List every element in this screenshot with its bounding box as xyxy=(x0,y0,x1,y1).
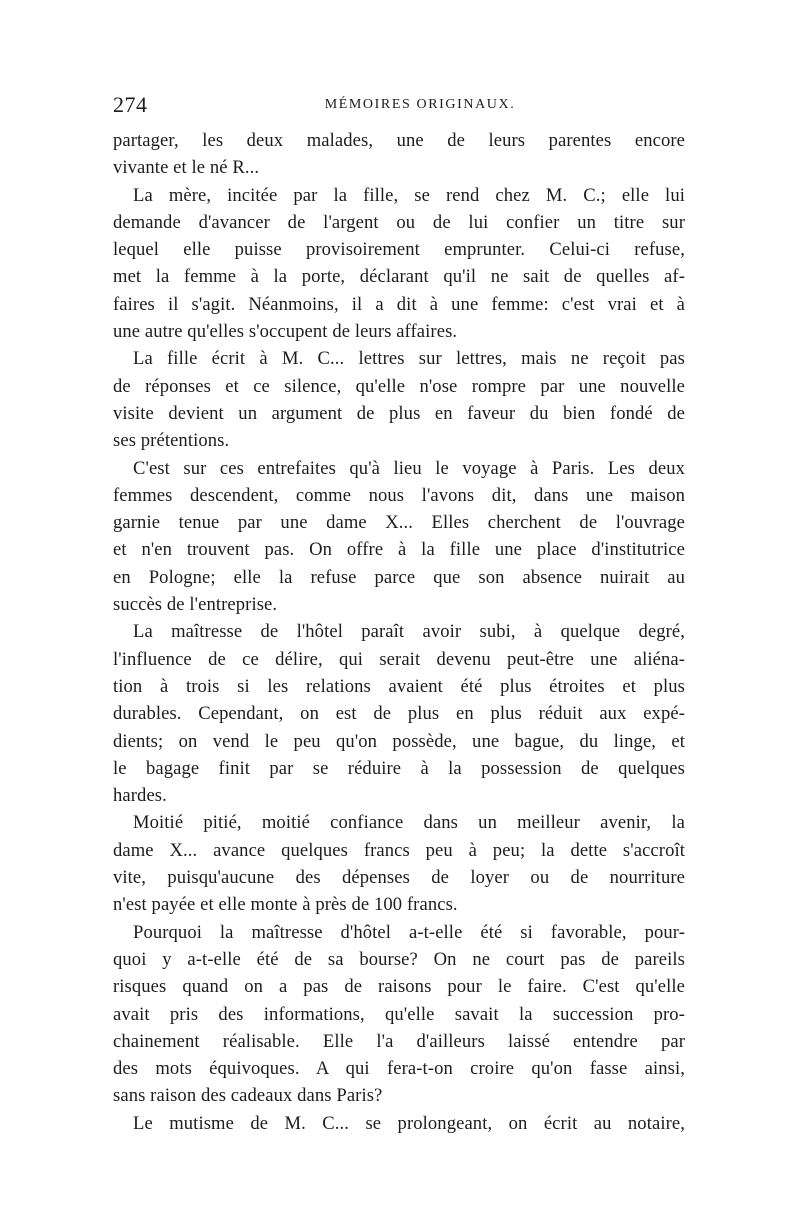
text-line: succès de l'entreprise. xyxy=(113,594,278,616)
text-line: Pourquoi la maîtresse d'hôtel a-t-elle été si favorable, pour- xyxy=(133,921,685,943)
text-line: faires il s'agit. Néanmoins, il a dit à une femme: c'est vrai et à xyxy=(113,293,685,315)
text-line: Le mutisme de M. C... se prolongeant, on écrit au notaire, xyxy=(133,1112,685,1134)
text-line: demande d'avancer de l'argent ou de lui confier un titre sur xyxy=(113,211,685,233)
text-line: de réponses et ce silence, qu'elle n'ose rompre par une nouvelle xyxy=(113,375,685,397)
text-line: C'est sur ces entrefaites qu'à lieu le voyage à Paris. Les deux xyxy=(133,457,685,479)
text-line: partager, les deux malades, une de leurs parentes encore xyxy=(113,130,685,151)
text-line: le bagage finit par se réduire à la possession de quelques xyxy=(113,757,685,779)
text-line: femmes descendent, comme nous l'avons dit, dans une maison xyxy=(113,484,685,506)
running-header xyxy=(113,92,685,122)
text-line: en Pologne; elle la refuse parce que son absence nuirait au xyxy=(113,566,685,588)
text-line: n'est payée et elle monte à près de 100 francs. xyxy=(113,894,458,916)
text-line: vite, puisqu'aucune des dépenses de loyer ou de nourriture xyxy=(113,867,685,889)
running-title: MÉMOIRES ORIGINAUX. xyxy=(324,97,516,112)
text-line: garnie tenue par une dame X... Elles cherchent de l'ouvrage xyxy=(113,512,685,534)
text-line: La maîtresse de l'hôtel paraît avoir subi, à quelque degré, xyxy=(133,621,685,643)
text-line: tion à trois si les relations avaient été plus étroites et plus xyxy=(113,675,685,697)
text-line: des mots équivoques. A qui fera-t-on croire qu'on fasse ainsi, xyxy=(113,1058,685,1080)
text-line: et n'en trouvent pas. On offre à la fille une place d'institutrice xyxy=(113,539,685,561)
text-line: avait pris des informations, qu'elle savait la succession pro- xyxy=(113,1003,685,1025)
text-line: lequel elle puisse provisoirement emprunter. Celui-ci refuse, xyxy=(113,239,685,261)
page-number: 274 xyxy=(113,92,148,117)
text-line: sans raison des cadeaux dans Paris? xyxy=(113,1085,383,1107)
text-line: Moitié pitié, moitié confiance dans un meilleur avenir, la xyxy=(133,812,685,834)
text-line: La fille écrit à M. C... lettres sur lettres, mais ne reçoit pas xyxy=(133,348,685,370)
text-line: dients; on vend le peu qu'on possède, une bague, du linge, et xyxy=(113,730,685,752)
text-line: risques quand on a pas de raisons pour le faire. C'est qu'elle xyxy=(113,976,685,998)
text-line: une autre qu'elles s'occupent de leurs affaires. xyxy=(113,321,458,343)
text-line: hardes. xyxy=(113,785,167,807)
text-line: met la femme à la porte, déclarant qu'il ne sait de quelles af- xyxy=(113,266,685,288)
text-line: vivante et le né R... xyxy=(113,157,260,179)
body-text xyxy=(113,127,685,1137)
text-line: chainement réalisable. Elle l'a d'ailleurs laissé entendre par xyxy=(113,1030,685,1052)
text-line: l'influence de ce délire, qui serait devenu peut-être une aliéna- xyxy=(113,648,685,670)
text-line: quoi y a-t-elle été de sa bourse? On ne court pas de pareils xyxy=(113,948,685,970)
text-line: durables. Cependant, on est de plus en plus réduit aux expé- xyxy=(113,703,685,725)
text-line: visite devient un argument de plus en faveur du bien fondé de xyxy=(113,402,685,424)
text-line: ses prétentions. xyxy=(113,430,230,452)
text-line: dame X... avance quelques francs peu à peu; la dette s'accroît xyxy=(113,839,685,861)
text-line: La mère, incitée par la fille, se rend chez M. C.; elle lui xyxy=(133,184,685,206)
